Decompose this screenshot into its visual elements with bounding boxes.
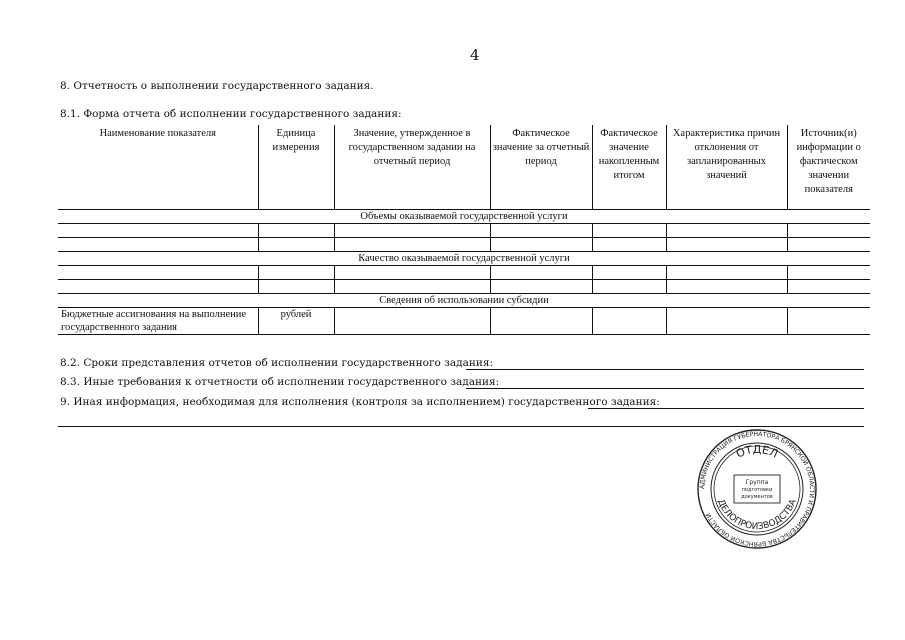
header-actual-cumulative: Фактическое значение накопленным итогом <box>592 125 666 210</box>
info-line <box>588 408 864 409</box>
section-subsidy-label: Сведения об использовании субсидии <box>58 294 870 308</box>
stamp-inner-bottom: ДЕЛОПРОИЗВОДСТВА <box>715 497 799 533</box>
header-indicator-name: Наименование показателя <box>58 125 258 210</box>
stamp-center-line-3: документов <box>741 494 773 500</box>
deadlines-line <box>466 369 864 370</box>
header-actual-period: Фактическое значение за отчетный период <box>490 125 592 210</box>
table-row <box>58 238 870 252</box>
stamp-center-line-1: Группа <box>745 479 769 486</box>
section-quality-label: Качество оказываемой государственной услуги <box>58 252 870 266</box>
info-continuation-line <box>58 426 864 427</box>
section-volume-label: Объемы оказываемой государственной услуги <box>58 210 870 224</box>
section-8-title: 8. Отчетность о выполнении государственного задания. <box>60 80 374 92</box>
requirement-deadlines: 8.2. Сроки представления отчетов об исполнении государственного задания: <box>60 357 494 369</box>
requirement-other: 8.3. Иные требования к отчетности об исполнении государственного задания: <box>60 376 500 388</box>
header-deviation-reasons: Характеристика причин отклонения от запланированных значений <box>666 125 787 210</box>
page-number: 4 <box>470 46 480 64</box>
office-stamp <box>696 428 818 550</box>
header-source: Источник(и) информации о фактическом значении показателя <box>787 125 870 210</box>
stamp-inner-top: ОТДЕЛ <box>734 442 780 461</box>
section-subsidy-row <box>58 294 870 308</box>
subsidy-name: Бюджетные ассигнования на выполнение государственного задания <box>58 308 258 335</box>
stamp-center-line-2: подготовки <box>741 487 773 493</box>
form-title: 8.1. Форма отчета об исполнении государственного задания: <box>60 108 402 120</box>
other-line <box>466 388 864 389</box>
header-approved-value: Значение, утвержденное в государственном задании на отчетный период <box>334 125 490 210</box>
section-quality-row <box>58 252 870 266</box>
table-row <box>58 280 870 294</box>
header-unit: Единица измерения <box>258 125 334 210</box>
subsidy-unit: рублей <box>258 308 334 335</box>
subsidy-row <box>58 308 870 335</box>
table-row <box>58 266 870 280</box>
requirement-info: 9. Иная информация, необходимая для исполнения (контроля за исполнением) государственного задания: <box>60 396 660 408</box>
table-header-row <box>58 125 870 210</box>
table-row <box>58 224 870 238</box>
report-table <box>58 125 870 335</box>
stamp-outer-text: АДМИНИСТРАЦИЯ ГУБЕРНАТОРА БРЯНСКОЙ ОБЛАСТИ И ПРАВИТЕЛЬСТВА БРЯНСКОЙ ОБЛАСТИ <box>698 430 816 548</box>
section-volume-row <box>58 210 870 224</box>
